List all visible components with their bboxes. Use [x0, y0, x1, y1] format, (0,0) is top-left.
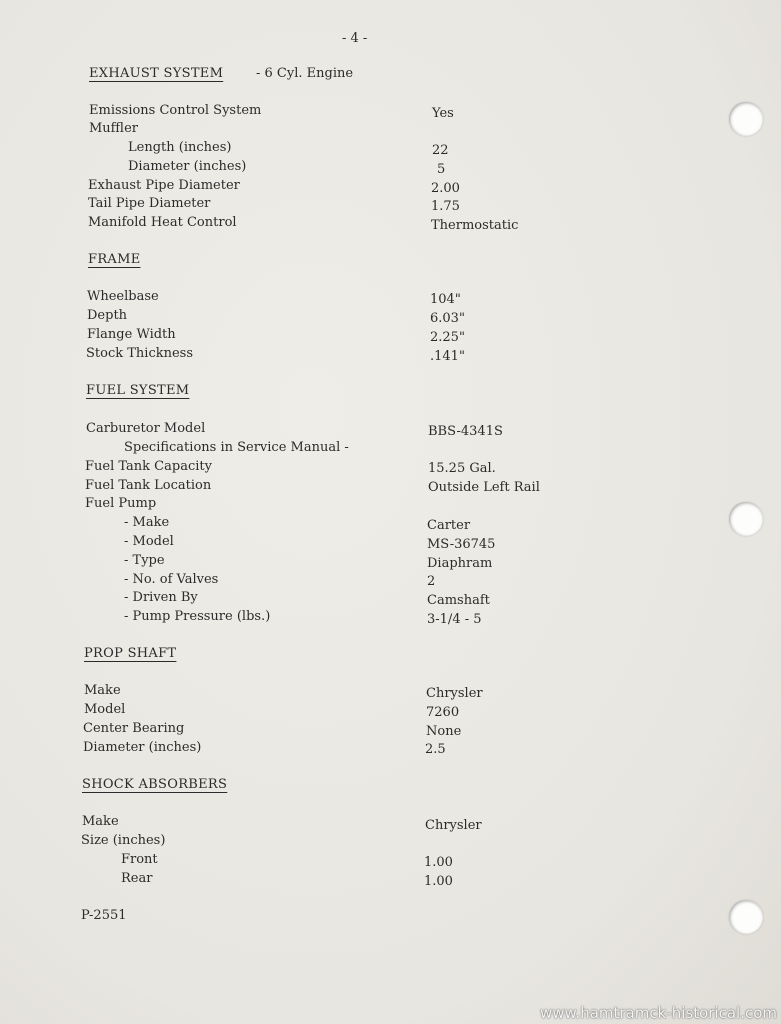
- spec-label: Size (inches): [81, 833, 166, 848]
- spec-value: MS-36745: [427, 537, 496, 552]
- spec-label: Tail Pipe Diameter: [88, 196, 211, 211]
- spec-value: Thermostatic: [431, 218, 519, 233]
- spec-label: Flange Width: [87, 327, 176, 342]
- spec-value: Camshaft: [427, 593, 490, 608]
- spec-label: Exhaust Pipe Diameter: [88, 178, 240, 193]
- spec-value: 2.00: [431, 181, 460, 196]
- page-number: - 4 -: [342, 31, 368, 46]
- spec-label: Fuel Pump: [85, 496, 157, 511]
- spec-value: 2.5: [425, 742, 446, 757]
- spec-label: Center Bearing: [83, 721, 185, 736]
- watermark: www.hamtramck-historical.com: [540, 1004, 777, 1022]
- spec-value: 2.25": [430, 330, 465, 345]
- binder-hole: [729, 900, 763, 934]
- spec-value: 5: [437, 162, 446, 177]
- spec-value: None: [426, 724, 462, 739]
- spec-label: Model: [84, 702, 126, 717]
- spec-value: 1.00: [424, 874, 453, 889]
- spec-label: - Model: [124, 534, 174, 549]
- spec-value: 7260: [426, 705, 460, 720]
- section-heading-prop-shaft: PROP SHAFT: [84, 646, 177, 661]
- spec-label: Front: [121, 852, 158, 867]
- spec-value: .141": [430, 349, 465, 364]
- spec-label: - Pump Pressure (lbs.): [124, 609, 271, 624]
- spec-value: Carter: [427, 518, 471, 533]
- spec-label: Fuel Tank Location: [85, 478, 212, 493]
- binder-hole: [729, 502, 763, 536]
- spec-label: - Make: [124, 515, 170, 530]
- spec-label: Rear: [121, 871, 153, 886]
- spec-label: Depth: [87, 308, 128, 323]
- spec-label: Muffler: [89, 121, 138, 136]
- spec-label: Specifications in Service Manual -: [124, 440, 349, 455]
- binder-hole: [729, 102, 763, 136]
- section-heading-fuel: FUEL SYSTEM: [86, 383, 190, 398]
- document-code: P-2551: [81, 908, 127, 923]
- spec-label: Manifold Heat Control: [88, 215, 237, 230]
- spec-label: - Driven By: [124, 590, 198, 605]
- section-heading-frame: FRAME: [88, 252, 141, 267]
- spec-label: - No. of Valves: [124, 572, 219, 587]
- spec-label: - Type: [124, 553, 165, 568]
- spec-label: Make: [84, 683, 121, 698]
- spec-label: Emissions Control System: [89, 103, 262, 118]
- spec-label: Carburetor Model: [86, 421, 206, 436]
- spec-label: Length (inches): [128, 140, 232, 155]
- spec-value: Diaphram: [427, 556, 493, 571]
- spec-value: Outside Left Rail: [428, 480, 540, 495]
- spec-value: 6.03": [430, 311, 465, 326]
- spec-label: Make: [82, 814, 119, 829]
- spec-value: 22: [432, 143, 449, 158]
- spec-value: 1.00: [424, 855, 453, 870]
- spec-value: 1.75: [431, 199, 460, 214]
- spec-label: Diameter (inches): [128, 159, 247, 174]
- spec-value: Chrysler: [425, 818, 482, 833]
- section-heading-exhaust-suffix: - 6 Cyl. Engine: [256, 66, 354, 81]
- spec-label: Fuel Tank Capacity: [85, 459, 212, 474]
- spec-value: 3-1/4 - 5: [427, 612, 482, 627]
- section-heading-shock-absorbers: SHOCK ABSORBERS: [82, 777, 228, 792]
- spec-label: Wheelbase: [87, 289, 159, 304]
- spec-value: BBS-4341S: [428, 424, 503, 439]
- spec-value: Chrysler: [426, 686, 483, 701]
- spec-value: 15.25 Gal.: [428, 461, 496, 476]
- section-heading-exhaust: EXHAUST SYSTEM: [89, 66, 224, 81]
- spec-label: Stock Thickness: [86, 346, 194, 361]
- spec-value: 104": [430, 292, 461, 307]
- spec-value: Yes: [432, 106, 454, 121]
- spec-value: 2: [427, 574, 436, 589]
- spec-label: Diameter (inches): [83, 740, 202, 755]
